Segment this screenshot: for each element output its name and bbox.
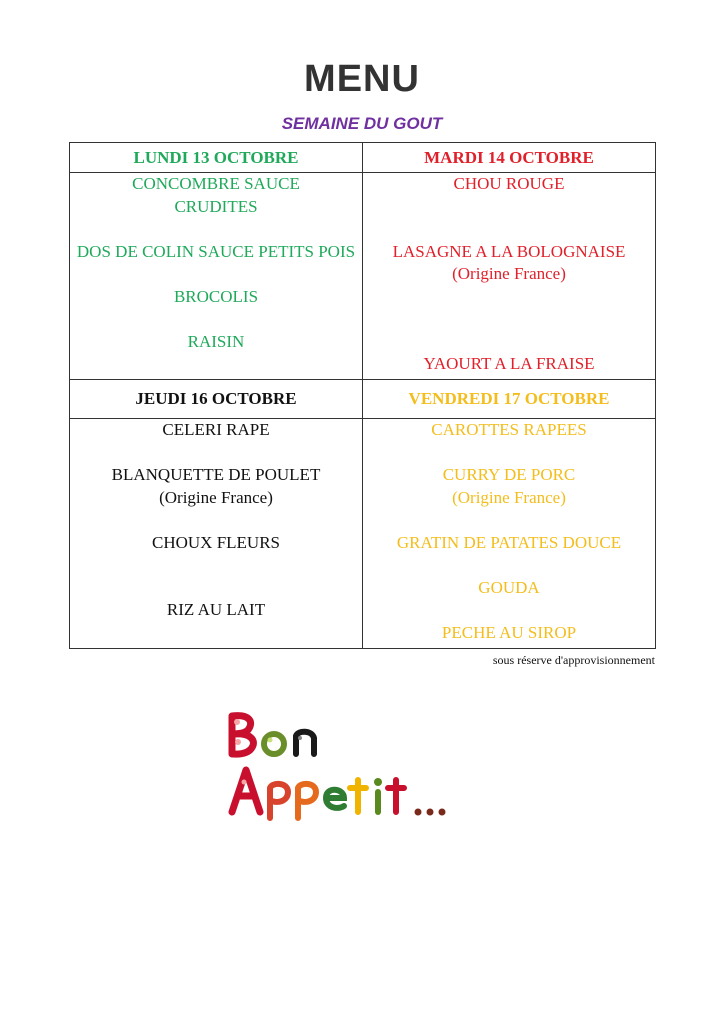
menu-item-origin: (Origine France) (159, 487, 273, 507)
day-header-tuesday: MARDI 14 OCTOBRE (363, 143, 656, 173)
menu-item-origin: (Origine France) (452, 264, 566, 283)
menu-item: GOUDA (478, 577, 540, 597)
table-row (70, 380, 656, 419)
menu-item: RAISIN (187, 331, 245, 351)
table-row (70, 173, 656, 380)
menu-item: LASAGNE A LA BOLOGNAISE (392, 241, 626, 261)
page-title: MENU (304, 58, 420, 100)
menu-item: BLANQUETTE DE POULET (111, 465, 321, 484)
menu-item: PECHE AU SIROP (441, 622, 577, 642)
menu-item: YAOURT A LA FRAISE (423, 354, 595, 373)
table-row (70, 143, 656, 173)
menu-item: GRATIN DE PATATES DOUCE (396, 532, 622, 552)
day-menu-thursday (70, 419, 363, 649)
logo-word-appetit (232, 770, 446, 818)
menu-item: CAROTTES RAPEES (431, 420, 587, 439)
menu-item: DOS DE COLIN SAUCE PETITS POIS (76, 241, 356, 261)
menu-item-origin: (Origine France) (452, 487, 566, 507)
day-header-thursday: JEUDI 16 OCTOBRE (70, 380, 363, 419)
footnote: sous réserve d'approvisionnement (492, 653, 655, 667)
day-menu-monday (70, 173, 363, 380)
table-row (70, 419, 656, 649)
menu-item: CONCOMBRE SAUCE CRUDITES (132, 174, 300, 216)
menu-item: RIZ AU LAIT (166, 600, 266, 619)
menu-item: CHOUX FLEURS (152, 532, 280, 552)
menu-table (69, 142, 656, 649)
day-menu-friday (363, 419, 656, 649)
menu-item: CHOU ROUGE (453, 174, 565, 193)
menu-item: BROCOLIS (173, 286, 259, 306)
bon-appetit-logo (222, 708, 482, 828)
day-menu-tuesday (363, 173, 656, 380)
menu-item: CURRY DE PORC (442, 465, 576, 484)
menu-item: CELERI RAPE (162, 420, 270, 439)
logo-word-bon (232, 716, 314, 754)
day-header-monday: LUNDI 13 OCTOBRE (70, 143, 363, 173)
day-header-friday: VENDREDI 17 OCTOBRE (363, 380, 656, 419)
page-subtitle: SEMAINE DU GOUT (281, 114, 443, 133)
